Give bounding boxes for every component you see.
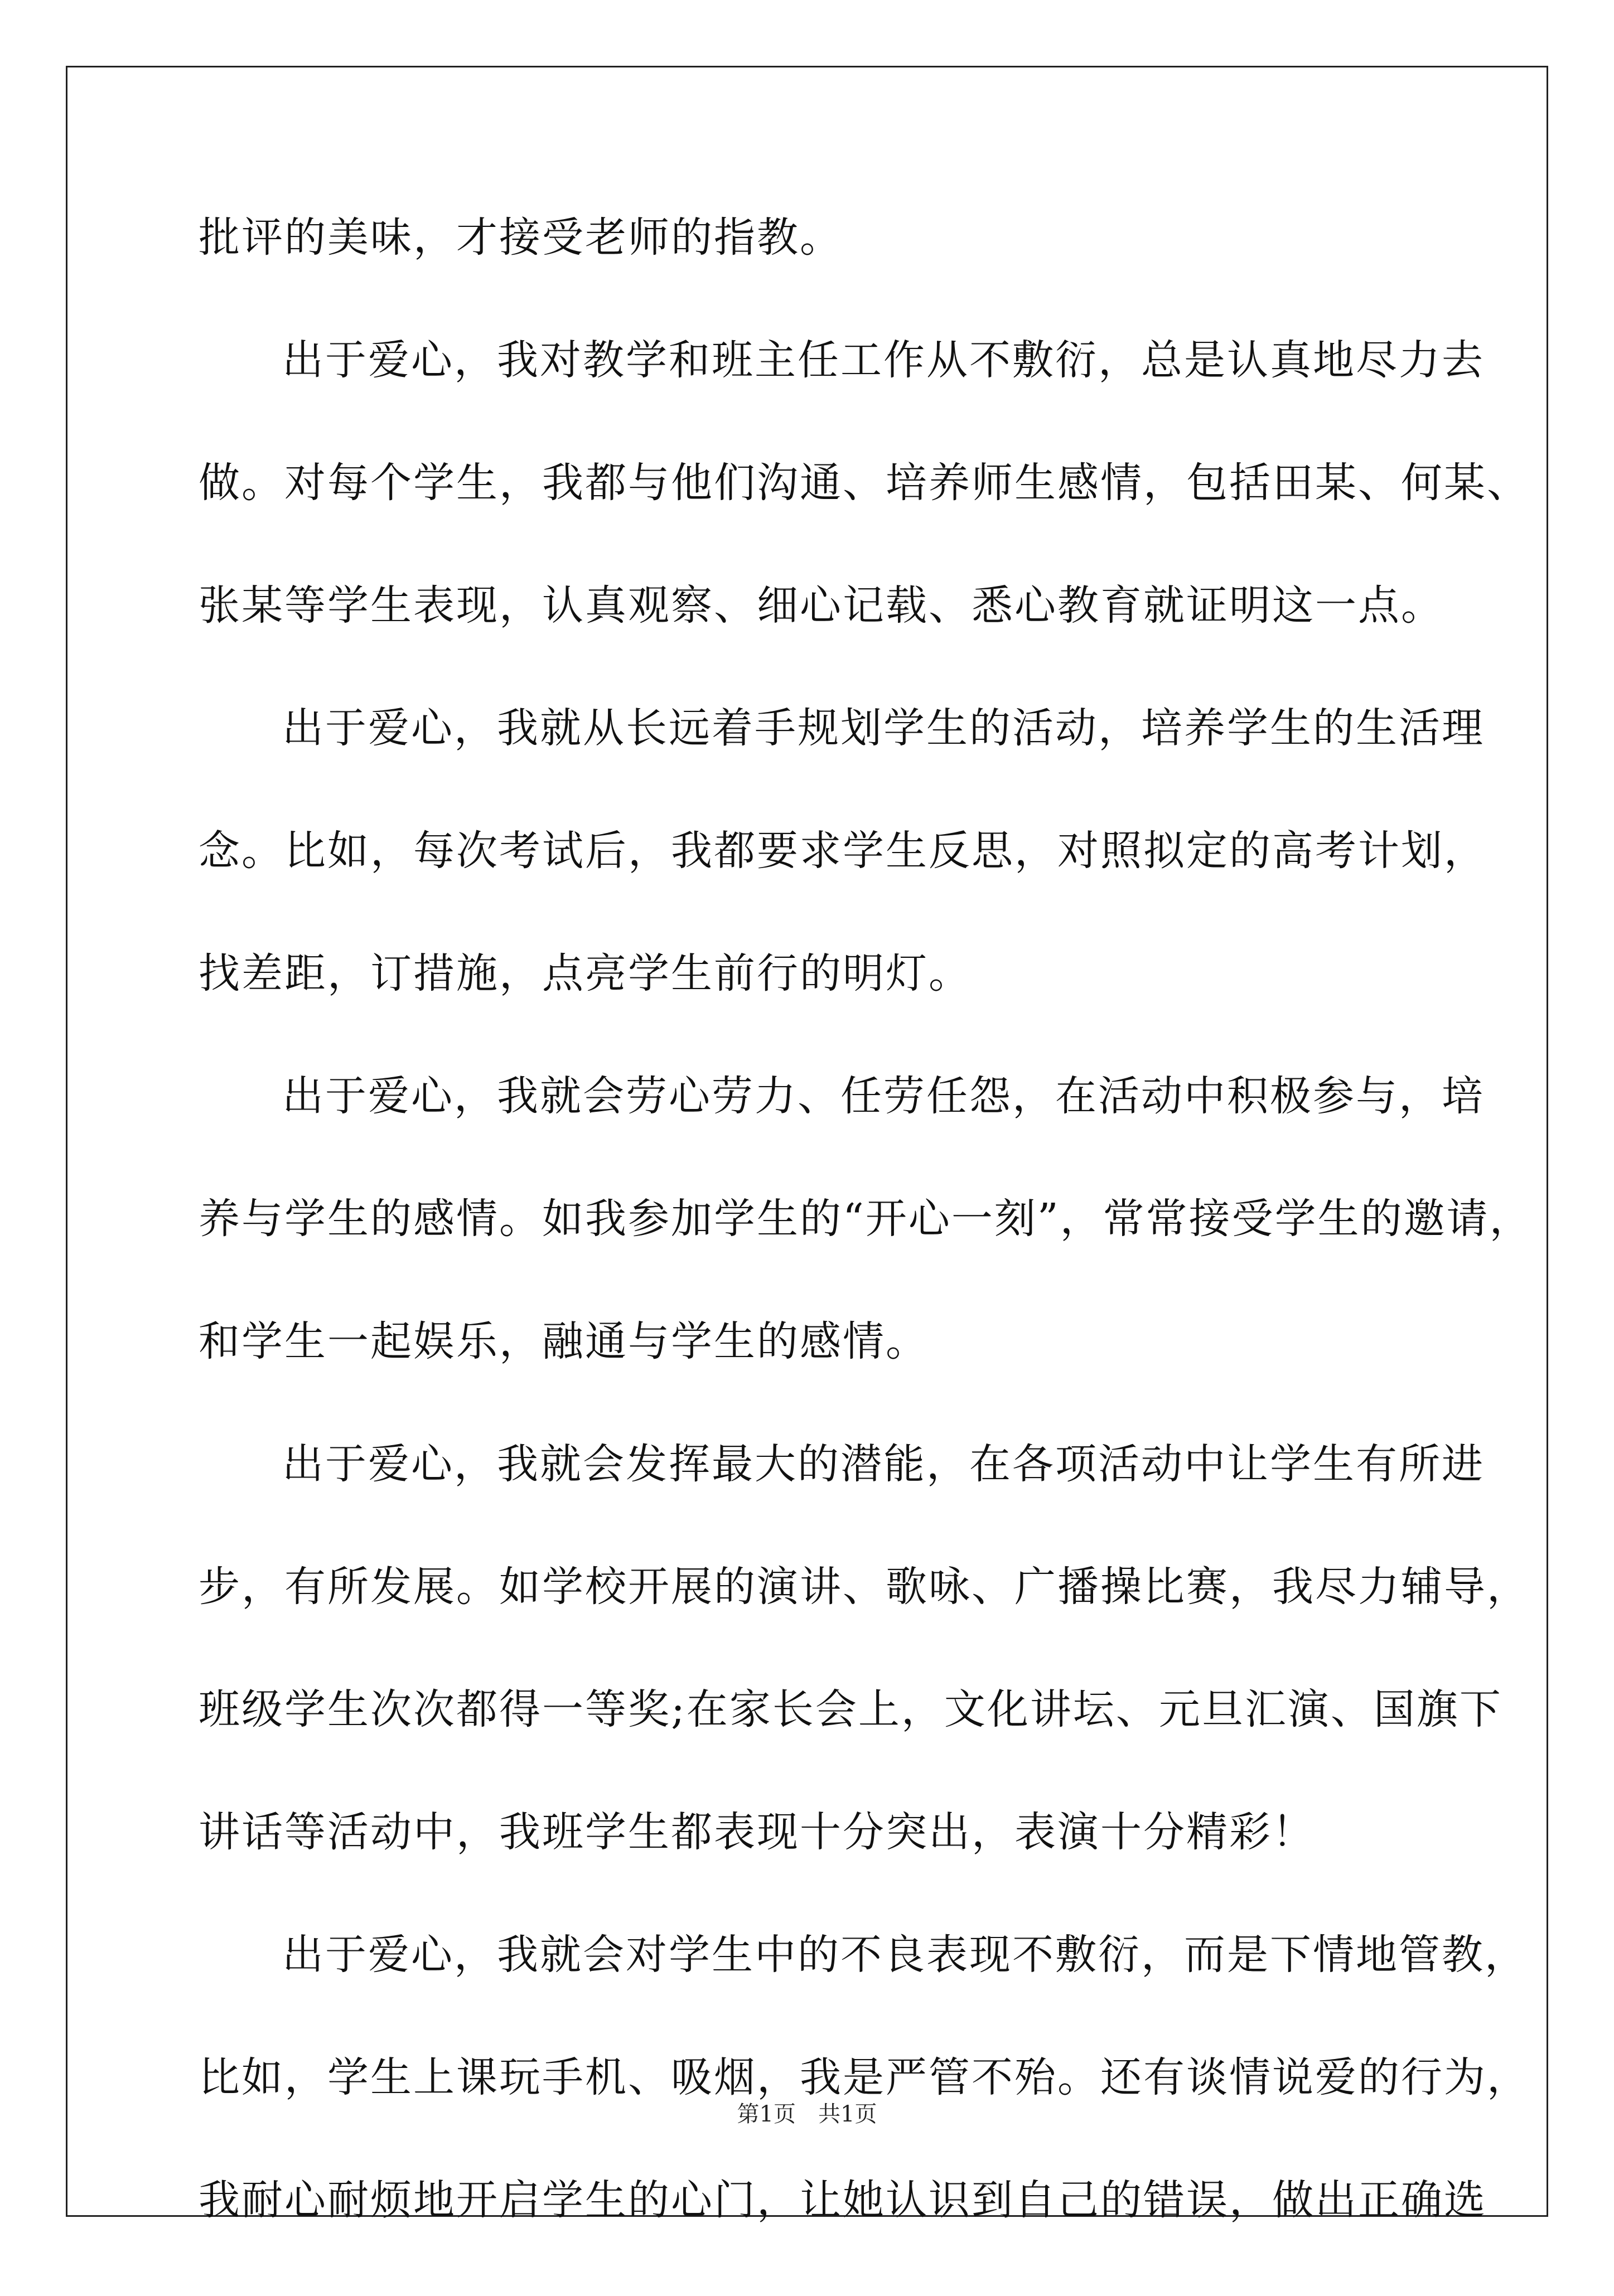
text-line: 步，有所发展。如学校开展的演讲、歌咏、广播操比赛，我尽力辅导， [199, 1563, 1530, 1611]
document-body [199, 211, 1533, 2296]
page-number: 第1页 [737, 2101, 796, 2127]
text-line: 找差距，订措施，点亮学生前行的明灯。 [199, 950, 972, 997]
text-line: 做。对每个学生，我都与他们沟通、培养师生感情，包括田某、何某、 [199, 459, 1530, 507]
paragraph-first-line: 出于爱心，我就会对学生中的不良表现不敷衍，而是下情地管教， [282, 1931, 1528, 1979]
text-line: 批评的美味，才接受老师的指教。 [199, 214, 843, 261]
text-line: 班级学生次次都得一等奖;在家长会上，文化讲坛、元旦汇演、国旗下 [199, 1685, 1502, 1733]
text-line: 念。比如，每次考试后，我都要求学生反思，对照拟定的高考计划， [199, 827, 1487, 875]
paragraph-first-line: 出于爱心，我就会劳心劳力、任劳任怨，在活动中积极参与，培 [282, 1072, 1485, 1120]
text-line: 养与学生的感情。如我参加学生的“开心一刻”，常常接受学生的邀请， [199, 1195, 1533, 1243]
text-line: 张某等学生表现，认真观察、细心记载、悉心教育就证明这一点。 [199, 582, 1444, 629]
text-line: 和学生一起娱乐，融通与学生的感情。 [199, 1317, 929, 1365]
text-line: 讲话等活动中，我班学生都表现十分突出，表演十分精彩！ [199, 1808, 1315, 1856]
text-line: 比如，学生上课玩手机、吸烟，我是严管不殆。还有谈情说爱的行为， [199, 2053, 1530, 2101]
paragraph-first-line: 出于爱心，我就会发挥最大的潜能，在各项活动中让学生有所进 [282, 1440, 1485, 1488]
page-footer [0, 2096, 1614, 2128]
paragraph-first-line: 出于爱心，我就从长远着手规划学生的活动，培养学生的生活理 [282, 704, 1485, 752]
text-line: 我耐心耐烦地开启学生的心门，让她认识到自己的错误，做出正确选 [199, 2176, 1487, 2224]
page-total: 共1页 [818, 2101, 877, 2127]
paragraph-first-line: 出于爱心，我对教学和班主任工作从不敷衍，总是认真地尽力去 [282, 336, 1485, 384]
